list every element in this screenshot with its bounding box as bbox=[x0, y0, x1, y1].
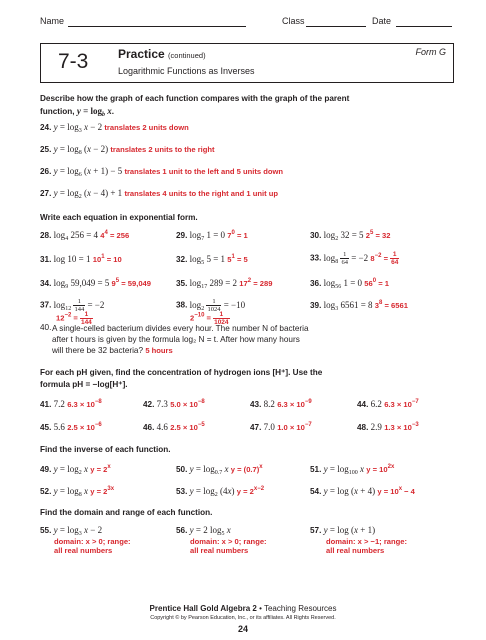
problem-29: 29. $\log_7 1 = 0$ $7^0 = 1$ bbox=[176, 230, 248, 242]
name-line bbox=[68, 26, 246, 27]
answer-55: domain: x > 0; range: all real numbers bbox=[54, 537, 131, 555]
problem-52: 52. $y = \log_8 x$ $y = 2^{3x}$ bbox=[40, 486, 115, 498]
problem-34: 34. $\log_9 59,049 = 5$ $9^5 = 59,049$ bbox=[40, 278, 152, 290]
problem-40-line1: A single-celled bacterium divides every hour. The number N of bacteria bbox=[52, 324, 309, 333]
practice-title: Practice (continued) bbox=[118, 47, 206, 61]
page-number: 24 bbox=[237, 624, 248, 634]
answer-38: $2^{-10}$ = $\frac{1}{1024}$ bbox=[190, 311, 229, 326]
problem-40-number: 40. bbox=[40, 323, 52, 332]
problem-57: 57. y = log (x + 1) bbox=[310, 525, 376, 535]
problem-48: 48. 2.9 $1.3 \times 10^{-3}$ bbox=[357, 422, 419, 432]
problem-35: 35. $\log_{17} 289 = 2$ $17^2 = 289$ bbox=[176, 278, 273, 290]
problem-37: 37. $\log_{12}$ $\frac{1}{144}$ = −2 bbox=[40, 298, 105, 313]
problem-47: 47. 7.0 $1.0 \times 10^{-7}$ bbox=[250, 422, 312, 432]
problem-45: 45. 5.6 $2.5 \times 10^{-6}$ bbox=[40, 422, 102, 432]
lesson-number: 7-3 bbox=[58, 50, 89, 73]
answer-37: $12^{-2}$ = $\frac{1}{144}$ bbox=[56, 311, 92, 326]
name-label: Name bbox=[40, 16, 65, 26]
problem-49: 49. $y = \log_2 x$ $y = 2^x$ bbox=[40, 464, 111, 476]
problem-54: 54. y = log (x + 4) $y = 10^x - 4$ bbox=[310, 486, 415, 496]
answer-56: domain: x > 0; range: all real numbers bbox=[190, 537, 267, 555]
class-line bbox=[306, 26, 366, 27]
instructions-ph: For each pH given, find the concentration of hydrogen ions [H⁺]. Use the formula pH = −log[H⁺]. bbox=[40, 368, 323, 389]
lesson-subtitle: Logarithmic Functions as Inverses bbox=[118, 66, 255, 76]
date-line bbox=[396, 26, 452, 27]
instructions-inverse: Find the inverse of each function. bbox=[40, 445, 171, 454]
footer-book: Prentice Hall Gold Algebra 2 • Teaching Resources bbox=[149, 604, 337, 613]
date-label: Date bbox=[372, 16, 392, 26]
problem-42: 42. 7.3 $5.0 \times 10^{-8}$ bbox=[143, 399, 205, 409]
problem-24: 24. $y = \log_3 x - 2$ translates 2 units down bbox=[40, 122, 189, 134]
problem-50: 50. $y = \log_{0.7} x$ $y = (0.7)^x$ bbox=[176, 464, 263, 476]
footer-copyright: Copyright © by Pearson Education, Inc., or its affiliates. All Rights Reserved. bbox=[150, 615, 336, 621]
problem-53: 53. $y = \log_2 (4x) y = 2^{x-2}$ bbox=[176, 486, 265, 498]
problem-30: 30. $\log_2 32 = 5$ $2^5 = 32$ bbox=[310, 230, 391, 242]
problem-25: 25. $y = \log_8 (x - 2)$ translates 2 units to the right bbox=[40, 144, 215, 156]
problem-56: 56. y = 2 $\log_5 x$ bbox=[176, 525, 231, 537]
problem-46: 46. 4.6 $2.5 \times 10^{-5}$ bbox=[143, 422, 205, 432]
title-box bbox=[40, 43, 454, 83]
instructions-describe: Describe how the graph of each function compares with the graph of the parent function, $y = \log_b x$. bbox=[40, 94, 350, 118]
problem-39: 39. $\log_3 6561 = 8$ $3^8 = 6561$ bbox=[310, 300, 408, 312]
problem-27: 27. $y = \log_2 (x - 4) + 1$ translates 4 units to the right and 1 unit up bbox=[40, 188, 279, 200]
problem-38: 38. $\log_2$ $\frac{1}{1024}$ = −10 bbox=[176, 298, 246, 313]
problem-26: 26. $y = \log_6 (x + 1) - 5$ translates 1 unit to the left and 5 units down bbox=[40, 166, 284, 178]
problem-41: 41. 7.2 $6.3 \times 10^{-8}$ bbox=[40, 399, 102, 409]
problem-33: 33. $\log_8$ $\frac{1}{64}$ = −2 $8^{-2}$ = $\frac{1}{64}$ bbox=[310, 251, 399, 267]
problem-32: 32. $\log_5 5 = 1$ $5^1 = 5$ bbox=[176, 254, 248, 266]
instructions-domain-range: Find the domain and range of each function. bbox=[40, 508, 213, 517]
problem-40-line3: will there be 32 bacteria? 5 hours bbox=[52, 346, 173, 355]
problem-40-line2: after t hours is given by the formula log₂ N = t. After how many hours bbox=[52, 335, 300, 344]
class-label: Class bbox=[282, 16, 305, 26]
problem-31: 31. log 10 = 1 $10^1 = 10$ bbox=[40, 254, 122, 264]
problem-36: 36. $\log_{56} 1 = 0$ $56^0 = 1$ bbox=[310, 278, 389, 290]
problem-51: 51. $y = \log_{100} x$ $y = 10^{2x}$ bbox=[310, 464, 395, 476]
form-label: Form G bbox=[415, 47, 446, 57]
problem-43: 43. 8.2 $6.3 \times 10^{-9}$ bbox=[250, 399, 312, 409]
instructions-exponential: Write each equation in exponential form. bbox=[40, 213, 198, 222]
problem-44: 44. 6.2 $6.3 \times 10^{-7}$ bbox=[357, 399, 419, 409]
problem-28: 28. $\log_4 256 = 4$ $4^4 = 256$ bbox=[40, 230, 130, 242]
problem-55: 55. $y = \log_3 x - 2$ bbox=[40, 525, 103, 537]
answer-57: domain: x > −1; range: all real numbers bbox=[326, 537, 408, 555]
